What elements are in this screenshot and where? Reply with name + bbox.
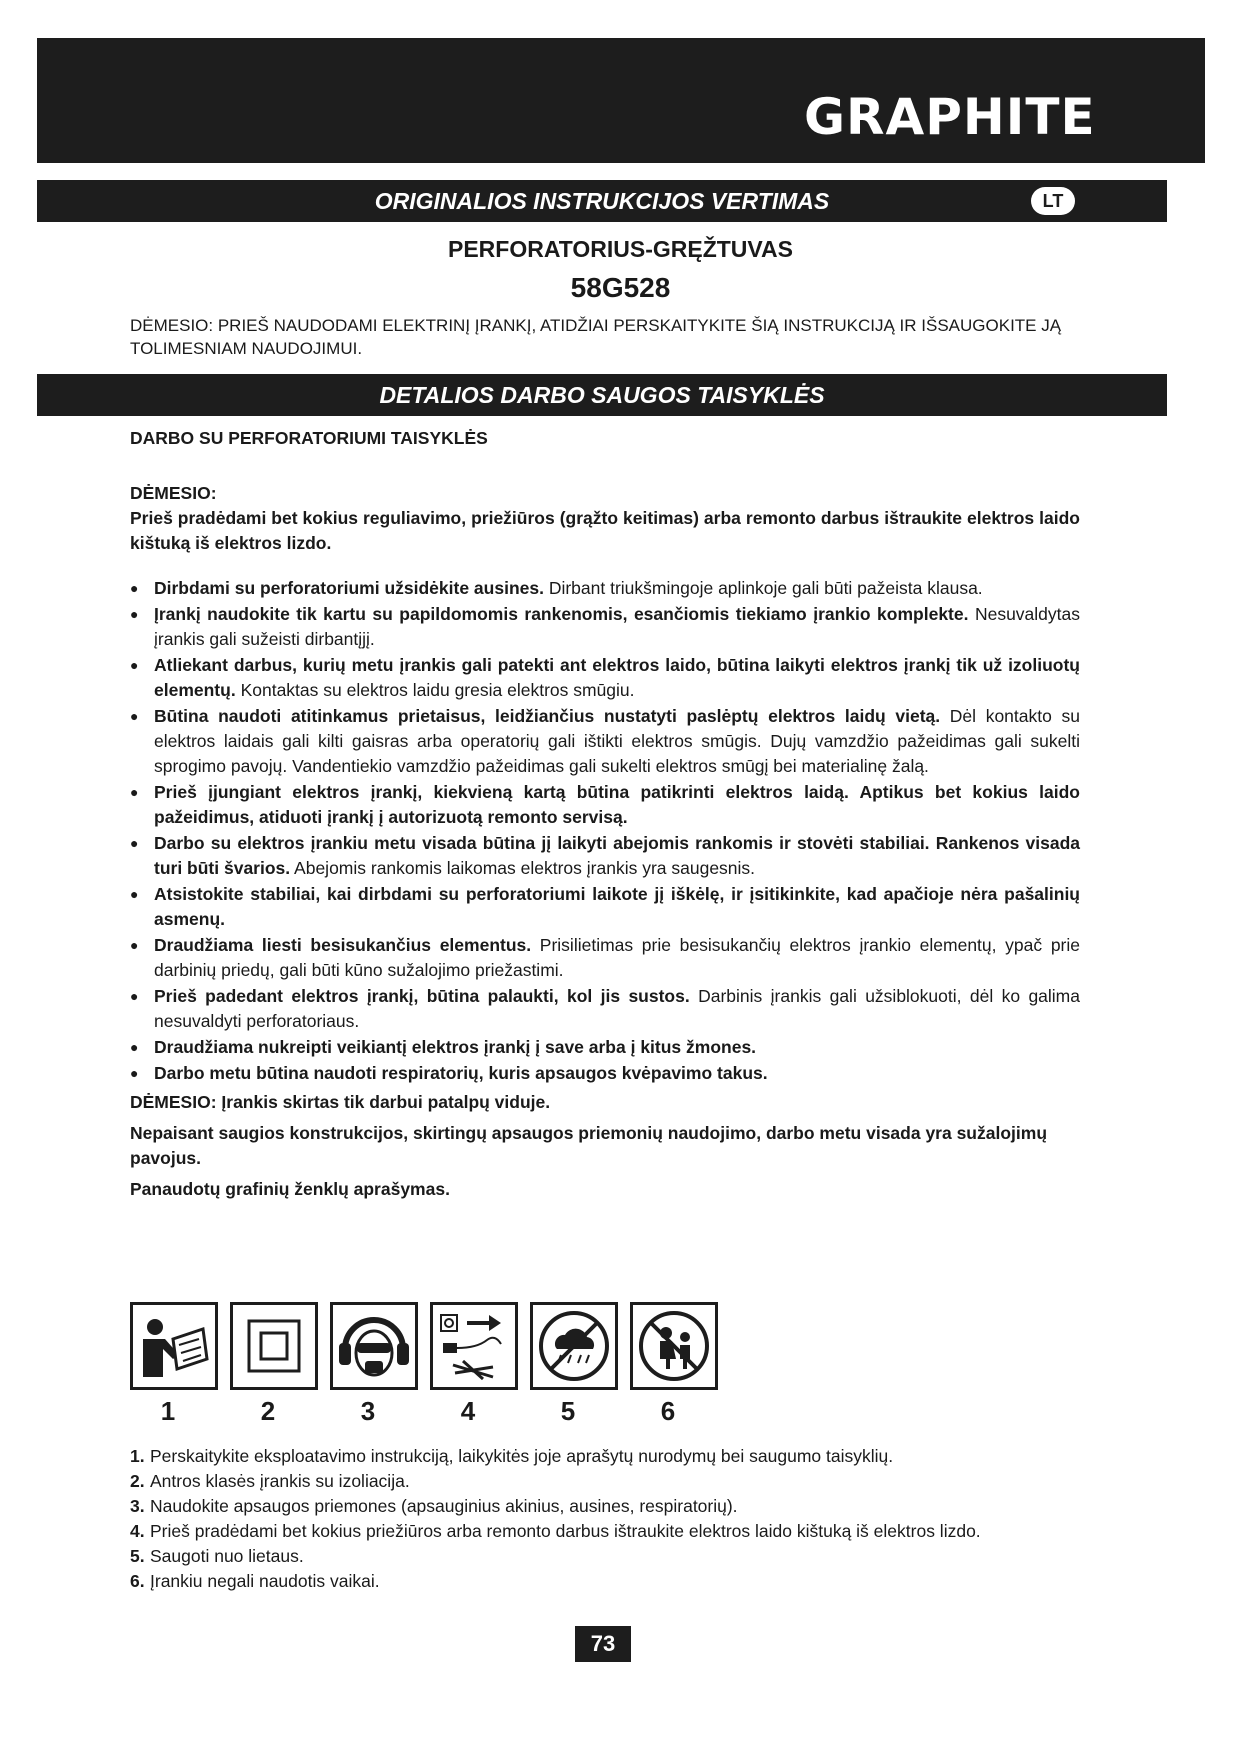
safety-bullet-list <box>130 576 1080 1086</box>
legend-text: Perskaitykite eksploatavimo instrukciją, laikykitės joje aprašytų nurodymų bei saugumo taisyklių. <box>150 1446 894 1466</box>
page-number: 73 <box>575 1626 631 1662</box>
brand-logo: GRAPHITE <box>804 88 1096 146</box>
legend-number: 1. <box>130 1446 145 1466</box>
symbols-heading: Panaudotų grafinių ženklų aprašymas. <box>130 1179 450 1199</box>
attention-text: Prieš pradėdami bet kokius reguliavimo, priežiūros (grąžto keitimas) arba remonto darbus ištraukite elektros laido kištuką iš elektros lizdo. <box>130 508 1080 553</box>
legend-item <box>130 1519 1080 1544</box>
safety-bullet-bold: Draudžiama liesti besisukančius elementus. <box>154 935 532 955</box>
legend-number: 3. <box>130 1496 145 1516</box>
safety-bullet-text: Abejomis rankomis laikomas elektros įrankis yra saugesnis. <box>290 858 756 878</box>
symbol-number-4: 4 <box>460 1396 476 1426</box>
translation-header-text: ORIGINALIOS INSTRUKCIJOS VERTIMAS <box>374 188 830 214</box>
safety-bullet-text: Nesuvaldytas įrankis gali sužeisti dirbantįjį. <box>154 604 1081 649</box>
legend-number: 2. <box>130 1471 145 1491</box>
safety-bullet-text: Kontaktas su elektros laidu gresia elektros smūgiu. <box>235 680 635 700</box>
legend-text: Saugoti nuo lietaus. <box>150 1546 304 1566</box>
safety-bullet-bold: Atsistokite stabiliai, kai dirbdami su perforatoriumi laikote jį iškėlę, ir įsitikinkite, kad apačioje nėra pašalinių asmenų. <box>154 884 1080 929</box>
legend-text: Antros klasės įrankis su izoliacija. <box>150 1471 410 1491</box>
safety-bullet-bold: Atliekant darbus, kurių metu įrankis gali patekti ant elektros laido, būtina laikyti elektros įrankį tik už izoliuotų elementų. <box>154 655 1080 700</box>
legend-item <box>130 1494 1080 1519</box>
safety-bullet-text: Darbinis įrankis gali užsiblokuoti, dėl ko galima nesuvaldyti perforatoriaus. <box>154 986 1080 1031</box>
attention-label: DĖMESIO: <box>130 483 217 503</box>
indoor-use-note: DĖMESIO: Įrankis skirtas tik darbui patalpų viduje. <box>130 1092 551 1112</box>
safety-bullet <box>130 933 1080 983</box>
safety-bullet <box>130 704 1080 779</box>
legend-number: 5. <box>130 1546 145 1566</box>
safety-bullet-bold: Įrankį naudokite tik kartu su papildomomis rankenomis, esančiomis tiekiamo įrankio komplekte. <box>154 604 969 624</box>
subheading: DARBO SU PERFORATORIUMI TAISYKLĖS <box>130 428 488 448</box>
symbol-number-6: 6 <box>660 1396 676 1426</box>
class-ii-insulation-icon <box>230 1302 318 1390</box>
safety-bullet-bold: Darbo su elektros įrankiu metu visada būtina jį laikyti abejomis rankomis ir stovėti stabiliai. Rankenos visada turi būti švarios. <box>154 833 1080 878</box>
safety-bullet-bold: Prieš įjungiant elektros įrankį, kiekvieną kartą būtina patikrinti elektros laidą. Aptikus bet kokius laido pažeidimus, atiduoti įrankį į autorizuotą remonto servisą. <box>154 782 1080 827</box>
section-title: DETALIOS DARBO SAUGOS TAISYKLĖS <box>379 382 825 408</box>
safety-bullet <box>130 653 1080 703</box>
safety-bullet-bold: Prieš padedant elektros įrankį, būtina palaukti, kol jis sustos. <box>154 986 690 1006</box>
safety-bullet <box>130 602 1080 652</box>
no-rain-icon <box>530 1302 618 1390</box>
safety-bullet-text: Dėl kontakto su elektros laidais gali kilti gaisras arba operatorių gali ištikti elektros smūgis. Dujų vamzdžio pažeidimas gali sukelti sprogimo pavojų. Vandentiekio vamzdžio pažeidimas gali sukelti elektros smūgį bei materialinę žalą. <box>154 706 1080 776</box>
symbol-number-5: 5 <box>560 1396 576 1426</box>
safety-bullet-text: Prisilietimas prie besisukančių elektros įrankio elementų, ypač prie darbinių priedų, gali būti kūno sužalojimo priežastimi. <box>154 935 1080 980</box>
legend-text: Įrankiu negali naudotis vaikai. <box>150 1571 380 1591</box>
safety-bullet <box>130 1035 1080 1060</box>
read-manual-icon <box>130 1302 218 1390</box>
safety-bullet <box>130 1061 1080 1086</box>
product-title: PERFORATORIUS-GRĘŽTUVAS <box>447 236 793 262</box>
safety-bullet <box>130 882 1080 932</box>
symbol-number-1: 1 <box>160 1396 176 1426</box>
no-children-icon <box>630 1302 718 1390</box>
symbol-number-2: 2 <box>260 1396 276 1426</box>
symbols-legend <box>130 1444 1080 1594</box>
protective-equipment-icon <box>330 1302 418 1390</box>
read-manual-warning: DĖMESIO: PRIEŠ NAUDODAMI ELEKTRINĮ ĮRANKĮ, ATIDŽIAI PERSKAITYKITE ŠIĄ INSTRUKCIJĄ IR IŠSAUGOKITE JĄ TOLIMESNIAM NAUDOJIMUI. <box>130 316 1062 358</box>
section-title-bar <box>37 374 1167 416</box>
legend-item <box>130 1444 1080 1469</box>
legend-item <box>130 1469 1080 1494</box>
legend-number: 6. <box>130 1571 145 1591</box>
safety-bullet-bold: Dirbdami su perforatoriumi užsidėkite ausines. <box>154 578 544 598</box>
injury-risk-note: Nepaisant saugios konstrukcijos, skirtingų apsaugos priemonių naudojimo, darbo metu visada yra sužalojimų pavojus. <box>130 1123 1048 1168</box>
unplug-icon <box>430 1302 518 1390</box>
safety-bullet-bold: Darbo metu būtina naudoti respiratorių, kuris apsaugos kvėpavimo takus. <box>154 1063 768 1083</box>
safety-bullet <box>130 984 1080 1034</box>
safety-bullet-bold: Būtina naudoti atitinkamus prietaisus, leidžiančius nustatyti paslėptų elektros laidų vietą. <box>154 706 941 726</box>
legend-text: Naudokite apsaugos priemones (apsauginius akinius, ausines, respiratorių). <box>150 1496 738 1516</box>
safety-rules <box>130 576 1080 1202</box>
legend-item <box>130 1544 1080 1569</box>
legend-text: Prieš pradėdami bet kokius priežiūros arba remonto darbus ištraukite elektros laido kištuką iš elektros lizdo. <box>150 1521 981 1541</box>
safety-bullet <box>130 831 1080 881</box>
safety-bullet <box>130 780 1080 830</box>
language-badge: LT <box>1031 187 1075 215</box>
safety-bullet <box>130 576 1080 601</box>
safety-bullet-bold: Draudžiama nukreipti veikiantį elektros įrankį į save arba į kitus žmones. <box>154 1037 757 1057</box>
translation-header-bar <box>37 180 1167 222</box>
safety-bullet-text: Dirbant triukšmingoje aplinkoje gali būti pažeista klausa. <box>543 578 983 598</box>
model-number: 58G528 <box>570 272 671 303</box>
symbol-number-3: 3 <box>360 1396 376 1426</box>
attention-block <box>130 481 1080 556</box>
legend-item <box>130 1569 1080 1594</box>
safety-subheading <box>130 426 1080 451</box>
legend-number: 4. <box>130 1521 145 1541</box>
